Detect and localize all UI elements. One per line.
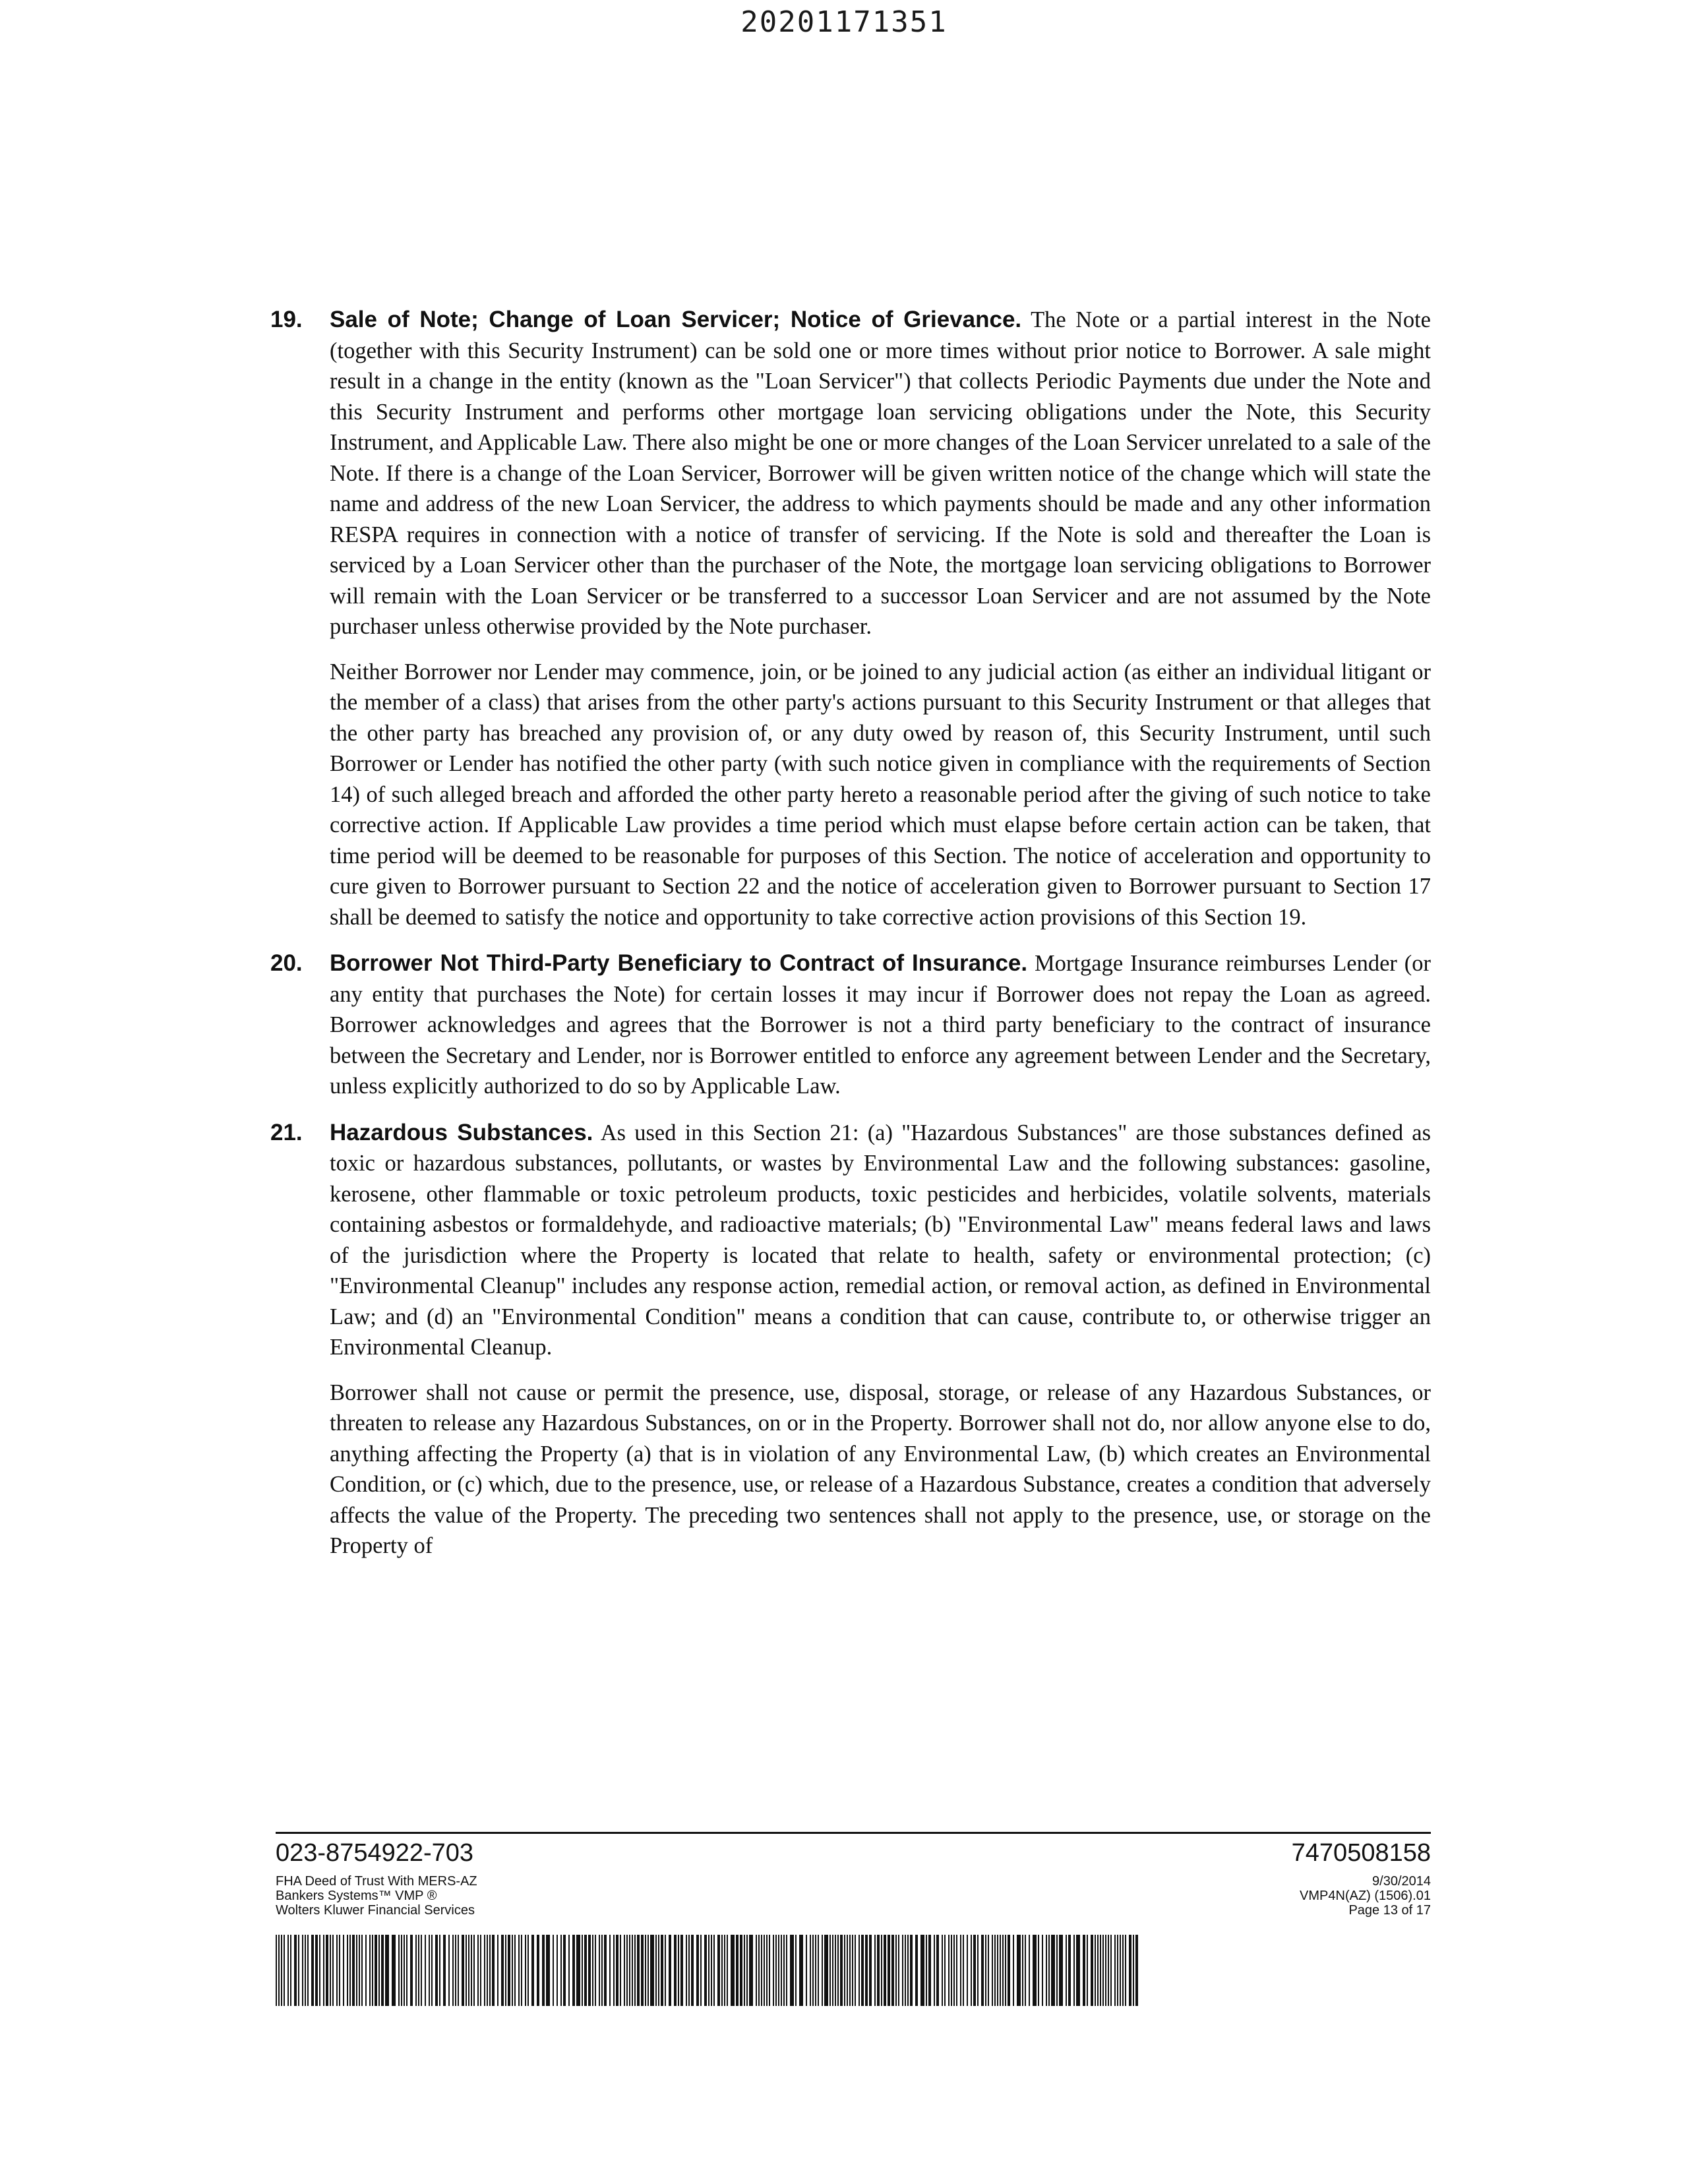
barcode-bar xyxy=(599,1935,600,2006)
barcode-bar xyxy=(375,1935,377,2006)
barcode-bar xyxy=(665,1935,666,2006)
barcode-bar xyxy=(1000,1935,1001,2006)
barcode-bar xyxy=(1022,1935,1023,2006)
section-20 xyxy=(270,948,1431,1102)
barcode-bar xyxy=(669,1935,671,2006)
barcode-bar xyxy=(365,1935,367,2006)
barcode-bar xyxy=(988,1935,989,2006)
barcode-bar xyxy=(936,1935,939,2006)
form-meta xyxy=(1300,1874,1431,1918)
barcode-bar xyxy=(616,1935,618,2006)
barcode-bar xyxy=(891,1935,894,2006)
case-number: 7470508158 xyxy=(1291,1839,1431,1867)
barcode-bar xyxy=(810,1935,811,2006)
barcode-bar xyxy=(466,1935,467,2006)
barcode-bar xyxy=(766,1935,768,2006)
barcode-bar xyxy=(443,1935,446,2006)
barcode-bar xyxy=(1095,1935,1096,2006)
barcode-bar xyxy=(740,1935,742,2006)
barcode-bar xyxy=(1120,1935,1121,2006)
form-name: FHA Deed of Trust With MERS-AZ xyxy=(276,1874,477,1889)
section-title: Sale of Note; Change of Loan Servicer; Notice of Grievance. xyxy=(330,307,1022,332)
barcode-bar xyxy=(582,1935,583,2006)
barcode-bar xyxy=(1097,1935,1099,2006)
barcode-bar xyxy=(1013,1935,1014,2006)
barcode-bar xyxy=(869,1935,872,2006)
barcode-bar xyxy=(284,1935,285,2006)
barcode-bar xyxy=(731,1935,735,2006)
section-paragraph: Borrower shall not cause or permit the presence, use, disposal, storage, or release of any Hazardous Substances, or threaten to release any Hazardous Substances, on or in the Property. Borrower shall not do, nor allow anyone else to do, anything affecting the Property (a) that is in violation of any Environmental Law, (b) which creates an Environmental Condition, or (c) which, due to the presence, use, or release of a Hazardous Substance, creates a condition that adversely affects the value of the Property. The preceding two sentences shall not apply to the presence, use, or storage on the Property of xyxy=(330,1380,1431,1558)
barcode-icon xyxy=(276,1935,1141,2006)
barcode-bar xyxy=(542,1935,545,2006)
barcode-bar xyxy=(276,1935,277,2006)
barcode-bar xyxy=(298,1935,299,2006)
barcode-bar xyxy=(505,1935,506,2006)
section-text: As used in this Section 21: (a) "Hazardous Substances" are those substances defined as toxic or hazardous substances, pollutants, or wastes by Environmental Law and the following substances: gasoline, kerosene, other flammable or toxic petroleum products, toxic pesticides and herbicides, volatile solvents, materials containing asbestos or formaldehyde, and radioactive materials; (b) "Environmental Law" means federal laws and laws of the jurisdiction where the Property is located that relate to health, safety or environmental protection; (c) "Environmental Cleanup" includes any response action, remedial action, or removal action, as defined in Environmental Law; and (d) an "Environmental Condition" means a condition that can cause, contribute to, or otherwise trigger an Environmental Cleanup. xyxy=(330,1120,1432,1360)
barcode-bar xyxy=(910,1935,913,2006)
section-title: Borrower Not Third-Party Beneficiary to Contract of Insurance. xyxy=(330,950,1028,976)
barcode-bar xyxy=(1042,1935,1043,2006)
barcode-bar xyxy=(452,1935,454,2006)
barcode-bar xyxy=(915,1935,918,2006)
barcode-bar xyxy=(951,1935,952,2006)
barcode-bar xyxy=(700,1935,702,2006)
barcode-bar xyxy=(1066,1935,1067,2006)
barcode-bar xyxy=(696,1935,699,2006)
barcode-bar xyxy=(435,1935,438,2006)
barcode-bar xyxy=(1091,1935,1093,2006)
barcode-bar xyxy=(895,1935,897,2006)
barcode-bar xyxy=(287,1935,289,2006)
barcode-bar xyxy=(560,1935,562,2006)
barcode-bar xyxy=(521,1935,522,2006)
barcode-bar xyxy=(661,1935,663,2006)
barcode-bar xyxy=(902,1935,903,2006)
barcode-bar xyxy=(852,1935,853,2006)
barcode-bar xyxy=(319,1935,320,2006)
barcode-bar xyxy=(881,1935,882,2006)
barcode-bar xyxy=(361,1935,363,2006)
barcode-bar xyxy=(401,1935,402,2006)
barcode-bar xyxy=(484,1935,485,2006)
barcode-bar xyxy=(528,1935,529,2006)
barcode-bar xyxy=(311,1935,314,2006)
barcode-bar xyxy=(471,1935,472,2006)
barcode-bar xyxy=(429,1935,430,2006)
section-paragraph xyxy=(330,1118,1431,1363)
barcode-bar xyxy=(877,1935,880,2006)
barcode-bar xyxy=(477,1935,479,2006)
barcode-bar xyxy=(761,1935,762,2006)
loan-number: 023-8754922-703 xyxy=(276,1839,474,1867)
barcode-bar xyxy=(455,1935,456,2006)
barcode-bar xyxy=(884,1935,886,2006)
barcode-bar xyxy=(1135,1935,1138,2006)
barcode-bar xyxy=(744,1935,745,2006)
barcode-bar xyxy=(806,1935,807,2006)
section-21 xyxy=(270,1118,1431,1562)
barcode-bar xyxy=(501,1935,504,2006)
barcode-bar xyxy=(818,1935,819,2006)
barcode-bar xyxy=(294,1935,297,2006)
barcode-bar xyxy=(847,1935,848,2006)
barcode-bar xyxy=(489,1935,491,2006)
barcode-bar xyxy=(462,1935,464,2006)
barcode-bar xyxy=(415,1935,417,2006)
barcode-bar xyxy=(815,1935,816,2006)
form-date: 9/30/2014 xyxy=(1372,1874,1431,1889)
barcode-bar xyxy=(944,1935,946,2006)
section-number: 21. xyxy=(270,1119,303,1145)
barcode-bar xyxy=(1125,1935,1126,2006)
barcode-bar xyxy=(1048,1935,1050,2006)
barcode-bar xyxy=(609,1935,611,2006)
barcode-bar xyxy=(307,1935,309,2006)
barcode-bar xyxy=(398,1935,400,2006)
barcode-bar xyxy=(492,1935,495,2006)
barcode-bar xyxy=(711,1935,712,2006)
barcode-bar xyxy=(385,1935,389,2006)
barcode-bar xyxy=(626,1935,628,2006)
barcode-bar xyxy=(641,1935,644,2006)
barcode-bar xyxy=(1117,1935,1118,2006)
barcode-bar xyxy=(971,1935,972,2006)
barcode-bar xyxy=(604,1935,607,2006)
barcode-bar xyxy=(620,1935,621,2006)
barcode-bar xyxy=(347,1935,348,2006)
page-footer xyxy=(276,1832,1431,1918)
barcode-bar xyxy=(960,1935,961,2006)
barcode-bar xyxy=(290,1935,291,2006)
barcode-bar xyxy=(769,1935,770,2006)
barcode-bar xyxy=(920,1935,924,2006)
barcode-bar xyxy=(392,1935,396,2006)
barcode-bar xyxy=(837,1935,839,2006)
barcode-bar xyxy=(572,1935,575,2006)
barcode-bar xyxy=(953,1935,955,2006)
barcode-bar xyxy=(1002,1935,1004,2006)
page-number: Page 13 of 17 xyxy=(1348,1903,1431,1918)
barcode-bar xyxy=(678,1935,679,2006)
barcode-bar xyxy=(928,1935,931,2006)
barcode-bar xyxy=(421,1935,422,2006)
barcode-bar xyxy=(613,1935,615,2006)
barcode-bar xyxy=(369,1935,371,2006)
barcode-bar xyxy=(844,1935,845,2006)
barcode-bar xyxy=(736,1935,738,2006)
barcode-bar xyxy=(905,1935,906,2006)
barcode-bar xyxy=(948,1935,950,2006)
barcode-bar xyxy=(404,1935,405,2006)
barcode-bar xyxy=(584,1935,587,2006)
recording-number: 20201171351 xyxy=(740,5,948,39)
barcode-bar xyxy=(832,1935,833,2006)
barcode-bar xyxy=(704,1935,707,2006)
section-19 xyxy=(270,305,1431,932)
barcode-bar xyxy=(812,1935,814,2006)
barcode-bar xyxy=(537,1935,539,2006)
barcode-bar xyxy=(898,1935,899,2006)
barcode-bar xyxy=(563,1935,566,2006)
section-paragraph xyxy=(330,948,1431,1102)
barcode-bar xyxy=(330,1935,331,2006)
barcode-bar xyxy=(378,1935,380,2006)
barcode-bar xyxy=(658,1935,659,2006)
barcode-bar xyxy=(624,1935,625,2006)
barcode-bar xyxy=(822,1935,823,2006)
barcode-bar xyxy=(724,1935,725,2006)
barcode-bar xyxy=(1087,1935,1088,2006)
barcode-bar xyxy=(336,1935,338,2006)
barcode-bar xyxy=(835,1935,836,2006)
barcode-bar xyxy=(655,1935,657,2006)
barcode-bar xyxy=(1110,1935,1112,2006)
barcode-bar xyxy=(967,1935,968,2006)
barcode-bar xyxy=(775,1935,777,2006)
barcode-bar xyxy=(406,1935,407,2006)
section-paragraph xyxy=(330,305,1431,642)
barcode-bar xyxy=(1073,1935,1075,2006)
barcode-bar xyxy=(448,1935,450,2006)
barcode-bar xyxy=(1129,1935,1131,2006)
barcode-bar xyxy=(480,1935,481,2006)
barcode-bar xyxy=(1108,1935,1109,2006)
barcode-bar xyxy=(973,1935,976,2006)
barcode-bar xyxy=(531,1935,534,2006)
barcode-bar xyxy=(1038,1935,1039,2006)
barcode-bar xyxy=(686,1935,687,2006)
barcode-bar xyxy=(1133,1935,1134,2006)
barcode-bar xyxy=(977,1935,979,2006)
barcode-bar xyxy=(637,1935,640,2006)
barcode-bar xyxy=(425,1935,426,2006)
barcode-bar xyxy=(1051,1935,1055,2006)
barcode-bar xyxy=(601,1935,603,2006)
barcode-bar xyxy=(778,1935,779,2006)
barcode-bar xyxy=(326,1935,328,2006)
barcode-bar xyxy=(1102,1935,1104,2006)
barcode-bar xyxy=(553,1935,554,2006)
barcode-bar xyxy=(840,1935,843,2006)
barcode-bar xyxy=(592,1935,593,2006)
barcode-bar xyxy=(487,1935,488,2006)
barcode-bar xyxy=(588,1935,591,2006)
form-publisher: Wolters Kluwer Financial Services xyxy=(276,1903,475,1918)
barcode-bar xyxy=(557,1935,558,2006)
barcode-bar xyxy=(749,1935,753,2006)
barcode-bar xyxy=(1076,1935,1080,2006)
barcode-bar xyxy=(281,1935,282,2006)
barcode-bar xyxy=(691,1935,694,2006)
section-number: 19. xyxy=(270,307,303,332)
barcode-bar xyxy=(1068,1935,1071,2006)
footer-id-row xyxy=(276,1834,1431,1867)
barcode-bar xyxy=(1017,1935,1021,2006)
barcode-bar xyxy=(688,1935,690,2006)
form-info xyxy=(276,1874,477,1918)
barcode-bar xyxy=(632,1935,633,2006)
barcode-bar xyxy=(410,1935,413,2006)
barcode-bar xyxy=(727,1935,728,2006)
barcode-bar xyxy=(926,1935,927,2006)
footer-form-row xyxy=(276,1867,1431,1918)
barcode-bar xyxy=(829,1935,831,2006)
barcode-bar xyxy=(790,1935,794,2006)
barcode-bar xyxy=(508,1935,510,2006)
barcode-bar xyxy=(859,1935,860,2006)
barcode-bar xyxy=(634,1935,636,2006)
barcode-bar xyxy=(783,1935,785,2006)
barcode-bar xyxy=(1046,1935,1047,2006)
barcode-bar xyxy=(381,1935,384,2006)
barcode-bar xyxy=(650,1935,654,2006)
barcode-bar xyxy=(799,1935,803,2006)
barcode-bar xyxy=(764,1935,765,2006)
barcode-bar xyxy=(458,1935,459,2006)
barcode-bar xyxy=(874,1935,876,2006)
barcode-bar xyxy=(512,1935,513,2006)
barcode-bar xyxy=(717,1935,720,2006)
barcode-bar xyxy=(934,1935,935,2006)
barcode-bar xyxy=(525,1935,526,2006)
barcode-bar xyxy=(518,1935,520,2006)
form-code: VMP4N(AZ) (1506).01 xyxy=(1300,1889,1431,1903)
barcode-bar xyxy=(942,1935,943,2006)
barcode-bar xyxy=(1029,1935,1030,2006)
barcode-bar xyxy=(497,1935,498,2006)
barcode-bar xyxy=(861,1935,864,2006)
barcode-bar xyxy=(985,1935,986,2006)
barcode-bar xyxy=(1122,1935,1124,2006)
barcode-bar xyxy=(997,1935,998,2006)
barcode-bar xyxy=(546,1935,550,2006)
barcode-bar xyxy=(349,1935,351,2006)
barcode-bar xyxy=(352,1935,355,2006)
barcode-bar xyxy=(629,1935,630,2006)
document-body xyxy=(270,305,1431,1577)
barcode-bar xyxy=(372,1935,373,2006)
barcode-bar xyxy=(994,1935,996,2006)
barcode-bar xyxy=(305,1935,306,2006)
barcode-bar xyxy=(786,1935,787,2006)
barcode-bar xyxy=(981,1935,984,2006)
barcode-bar xyxy=(1056,1935,1058,2006)
barcode-bar xyxy=(343,1935,344,2006)
barcode-bar xyxy=(568,1935,570,2006)
barcode-bar xyxy=(907,1935,909,2006)
barcode-bar xyxy=(746,1935,748,2006)
barcode-bar xyxy=(721,1935,723,2006)
barcode-bar xyxy=(323,1935,324,2006)
barcode-bar xyxy=(302,1935,303,2006)
barcode-bar xyxy=(339,1935,340,2006)
barcode-bar xyxy=(781,1935,782,2006)
barcode-bar xyxy=(576,1935,580,2006)
section-text: The Note or a partial interest in the Note (together with this Security Instrument) can be sold one or more times without prior notice to Borrower. A sale might result in a change in the entity (known as the "Loan Servicer") that collects Periodic Payments due under the Note and this Security Instrument and performs other mortgage loan servicing obligations under the Note, this Security Instrument, and Applicable Law. There also might be one or more changes of the Loan Servicer unrelated to a sale of the Note. If there is a change of the Loan Servicer, Borrower will be given written notice of the change which will state the name and address of the new Loan Servicer, the address to which payments should be made and any other information RESPA requires in connection with a notice of transfer of servicing. If the Note is sold and thereafter the Loan is serviced by a Loan Servicer other than the purchaser of the Note, the mortgage loan servicing obligations to Borrower will remain with the Loan Servicer or be transferred to a successor Loan Servicer and are not assumed by the Note purchaser unless otherwise provided by the Note purchaser. xyxy=(330,307,1431,639)
barcode-bar xyxy=(824,1935,828,2006)
barcode-bar xyxy=(674,1935,677,2006)
barcode-bar xyxy=(888,1935,890,2006)
barcode-bar xyxy=(963,1935,964,2006)
barcode-bar xyxy=(758,1935,760,2006)
barcode-bar xyxy=(992,1935,993,2006)
barcode-bar xyxy=(418,1935,419,2006)
barcode-bar xyxy=(1033,1935,1037,2006)
barcode-bar xyxy=(1105,1935,1106,2006)
barcode-bar xyxy=(680,1935,683,2006)
barcode-bar xyxy=(1025,1935,1026,2006)
barcode-bar xyxy=(708,1935,709,2006)
barcode-bar xyxy=(1005,1935,1006,2006)
barcode-bar xyxy=(645,1935,646,2006)
section-title: Hazardous Substances. xyxy=(330,1119,593,1145)
barcode-bar xyxy=(595,1935,596,2006)
barcode-bar xyxy=(1008,1935,1010,2006)
barcode-bar xyxy=(756,1935,757,2006)
section-text: Mortgage Insurance reimburses Lender (or any entity that purchases the Note) for certain losses it may incur if Borrower does not repay the Loan as agreed. Borrower acknowledges and agrees that the Borrower is not a third party beneficiary to the contract of insurance between the Secretary and Lender, nor is Borrower entitled to enforce any agreement between Lender and the Secretary, unless explicitly authorized to do so by Applicable Law. xyxy=(330,951,1431,1099)
section-number: 20. xyxy=(270,950,303,976)
barcode-bar xyxy=(514,1935,516,2006)
barcode-bar xyxy=(278,1935,280,2006)
barcode-bar xyxy=(332,1935,334,2006)
barcode-bar xyxy=(865,1935,868,2006)
barcode-bar xyxy=(468,1935,469,2006)
barcode-bar xyxy=(849,1935,851,2006)
barcode-bar xyxy=(855,1935,856,2006)
barcode-bar xyxy=(315,1935,318,2006)
form-vendor: Bankers Systems™ VMP ® xyxy=(276,1889,437,1903)
barcode-bar xyxy=(356,1935,357,2006)
barcode-bar xyxy=(1059,1935,1063,2006)
section-paragraph: Neither Borrower nor Lender may commence, join, or be joined to any judicial action (as either an individual litigant or the member of a class) that arises from the other party's actions pursuant to this Security Instrument or that alleges that the other party has breached any provision of, or any duty owed by reason of, this Security Instrument, until such Borrower or Lender has notified the other party (with such notice given in compliance with the requirements of Section 14) of such alleged breach and afforded the other party hereto a reasonable period after the giving of such notice to take corrective action. If Applicable Law provides a time period which must elapse before certain action can be taken, that time period will be deemed to be reasonable for purposes of this Section. The notice of acceleration and opportunity to cure given to Borrower pursuant to Section 22 and the notice of acceleration given to Borrower pursuant to Section 17 shall be deemed to satisfy the notice and opportunity to take corrective action provisions of this Section 19. xyxy=(330,659,1431,930)
barcode-bar xyxy=(473,1935,475,2006)
barcode-bar xyxy=(1083,1935,1085,2006)
barcode-bar xyxy=(439,1935,440,2006)
barcode-bar xyxy=(1100,1935,1101,2006)
barcode-bar xyxy=(359,1935,360,2006)
barcode-bar xyxy=(648,1935,649,2006)
barcode-bar xyxy=(1114,1935,1116,2006)
barcode-bar xyxy=(773,1935,774,2006)
barcode-bar xyxy=(713,1935,715,2006)
barcode-bar xyxy=(431,1935,433,2006)
barcode-bar xyxy=(795,1935,797,2006)
barcode-bar xyxy=(956,1935,957,2006)
